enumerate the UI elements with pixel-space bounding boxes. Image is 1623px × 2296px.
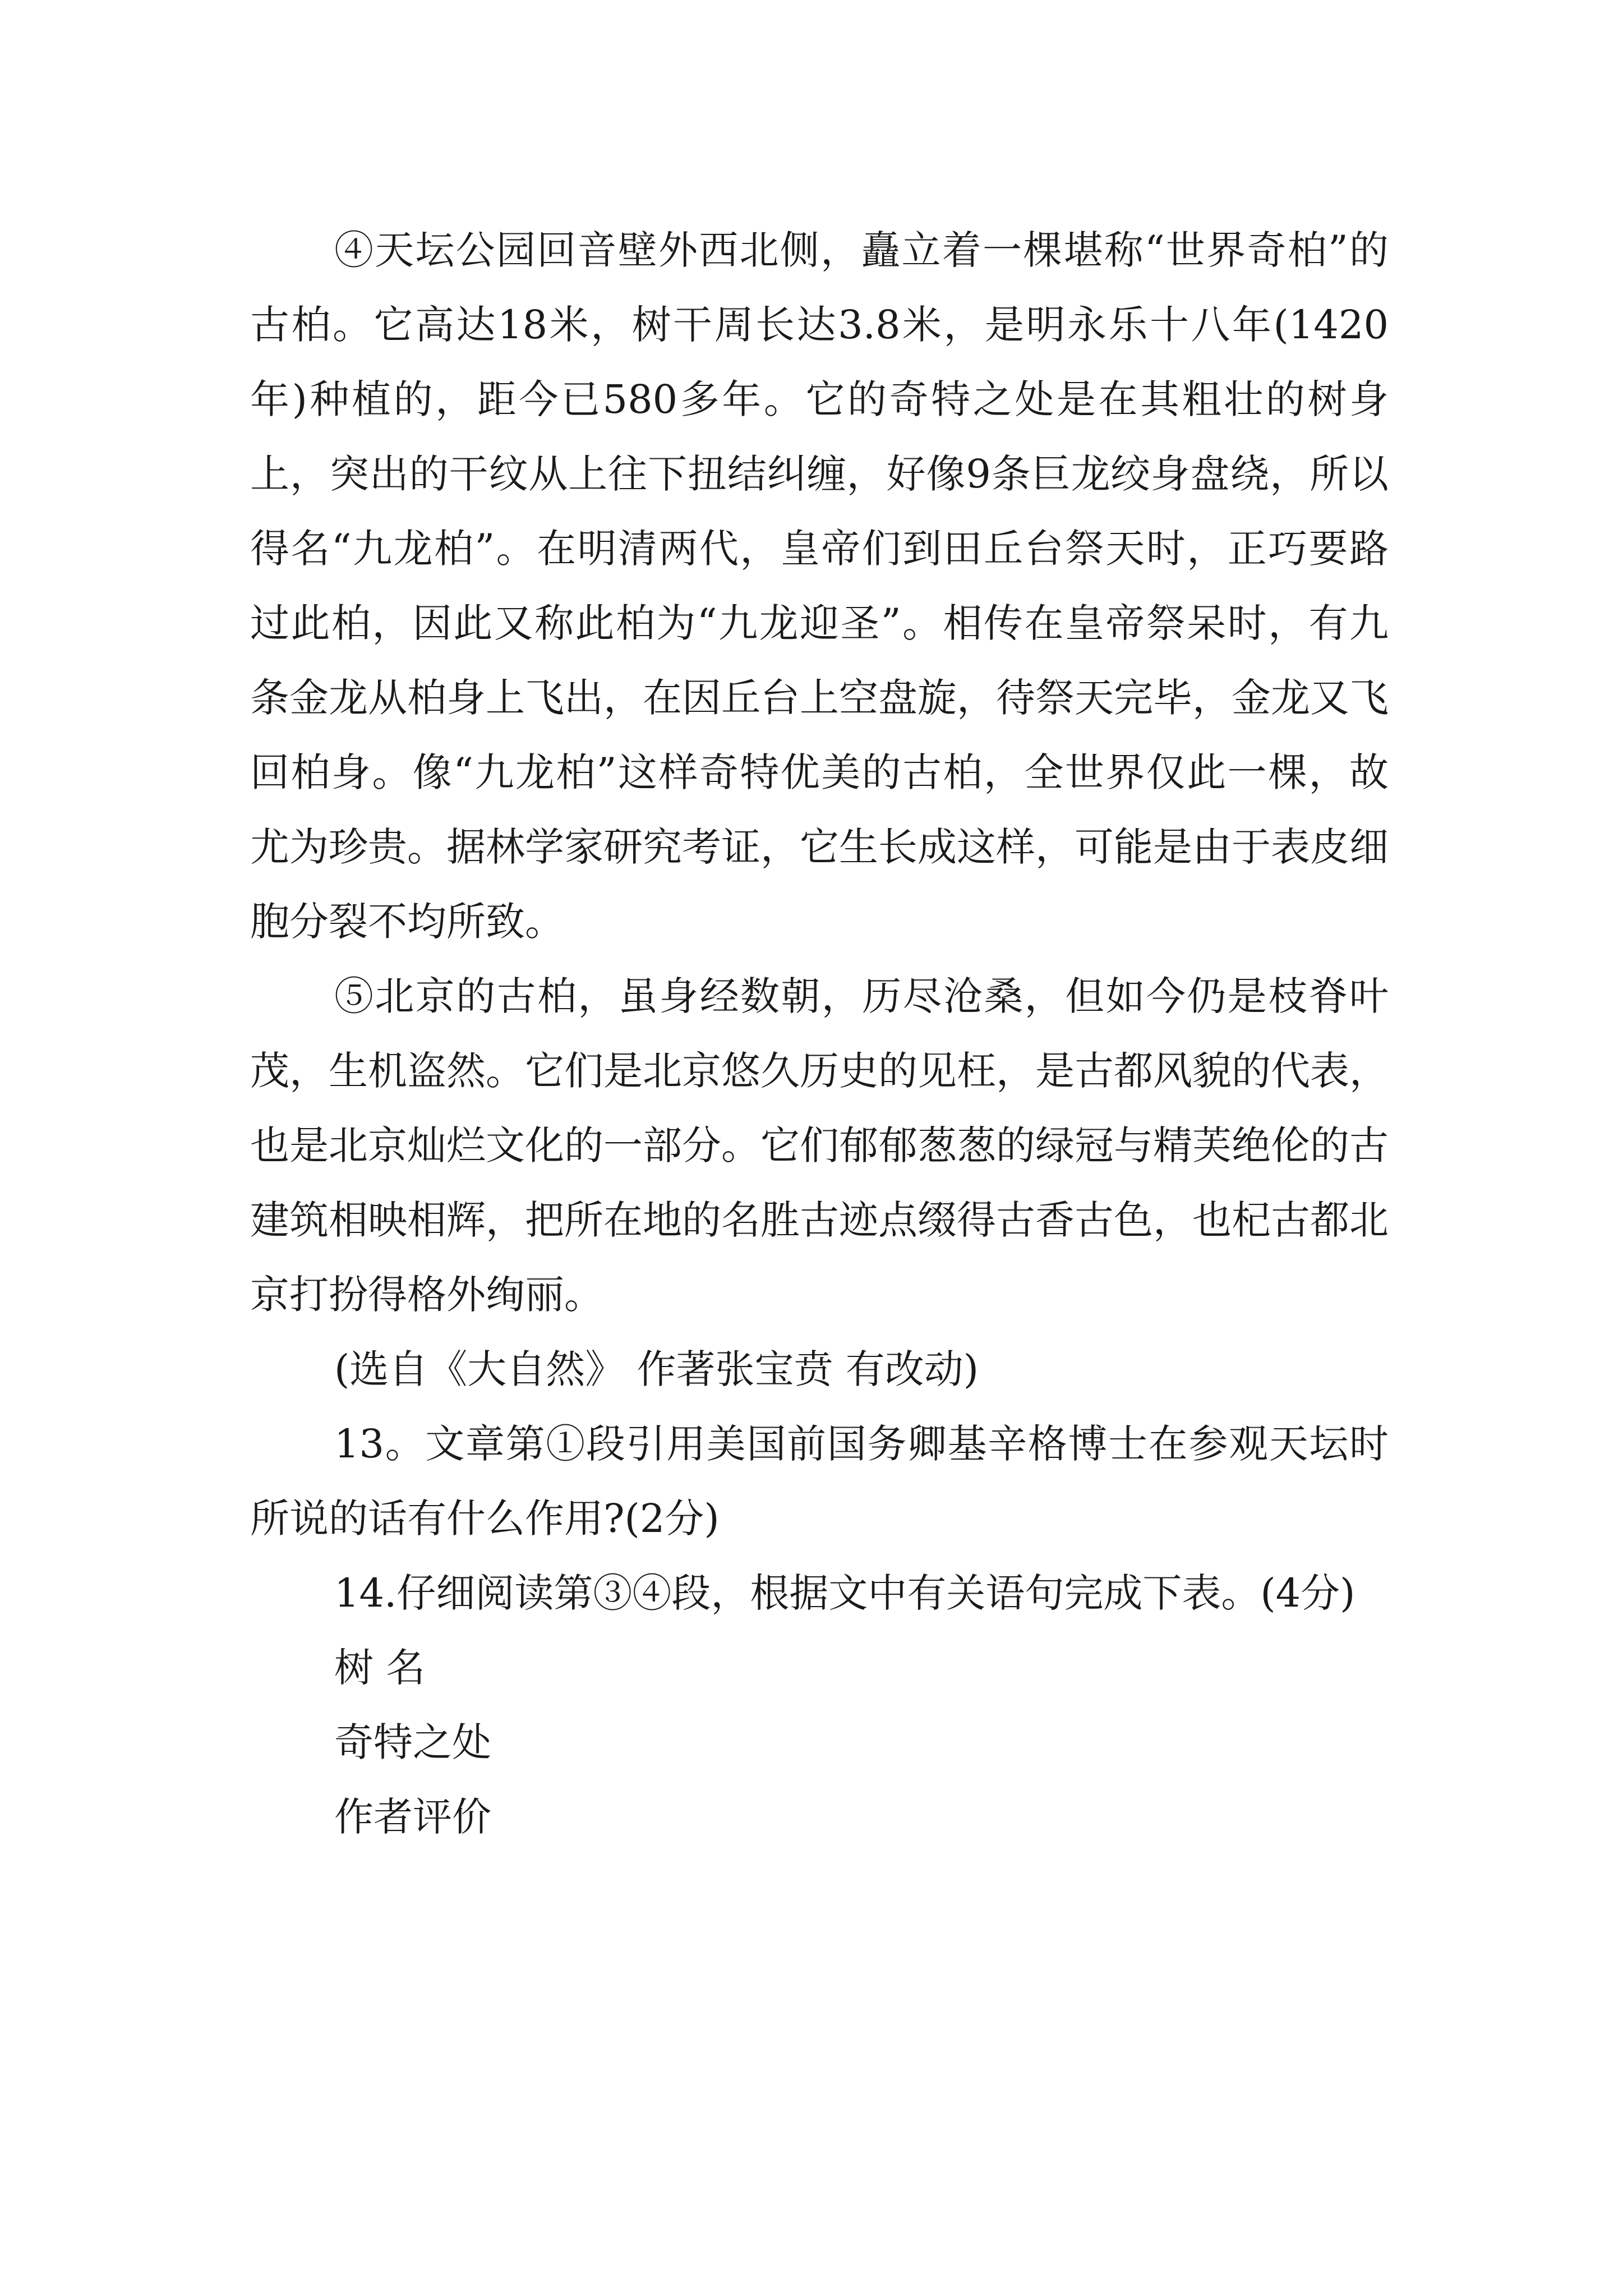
paragraph-4: ④天坛公园回音壁外西北侧，矗立着一棵堪称“世界奇柏”的古柏。它高达18米，树干周长达3.8米，是明永乐十八年(1420年)种植的，距今已580多年。它的奇特之处是在其粗壮的树身上，突出的干纹从上往下扭结纠缠，好像9条巨龙绞身盘绕，所以得名“九龙柏”。在明清两代，皇帝们到田丘台祭天时，正巧要路过此柏，因此又称此柏为“九龙迎圣”。相传在皇帝祭呆时，有九条金龙从柏身上飞出，在因丘台上空盘旋，待祭天完毕，金龙又飞回柏身。像“九龙柏”这样奇特优美的古柏，全世界仅此一棵，故尤为珍贵。据林学家研究考证，它生长成这样，可能是由于表皮细胞分裂不均所致。	[250, 227, 1389, 945]
question-13: 13。文章第①段引用美国前国务卿基辛格博士在参观天坛时所说的话有什么作用?(2分)	[250, 1421, 1389, 1542]
table-row-special-features: 奇特之处	[334, 1719, 491, 1765]
document-page	[250, 213, 1389, 1855]
source-citation: (选自《大自然》 作著张宝贲 有改动)	[334, 1346, 979, 1392]
table-row-author-evaluation: 作者评价	[334, 1794, 491, 1840]
question-14: 14.仔细阅读第③④段，根据文中有关语句完成下表。(4分)	[334, 1570, 1355, 1616]
table-row-tree-name: 树 名	[334, 1645, 426, 1691]
paragraph-5: ⑤北京的古柏，虽身经数朝，历尽沧桑，但如今仍是枝脊叶茂，生机盗然。它们是北京悠久历史的见枉，是古都风貌的代表，也是北京灿烂文化的一部分。它们郁郁葱葱的绿冠与精芙绝伦的古建筑相映相辉，把所在地的名胜古迹点缀得古香古色，也杞古都北京打扮得格外绚丽。	[250, 973, 1389, 1318]
